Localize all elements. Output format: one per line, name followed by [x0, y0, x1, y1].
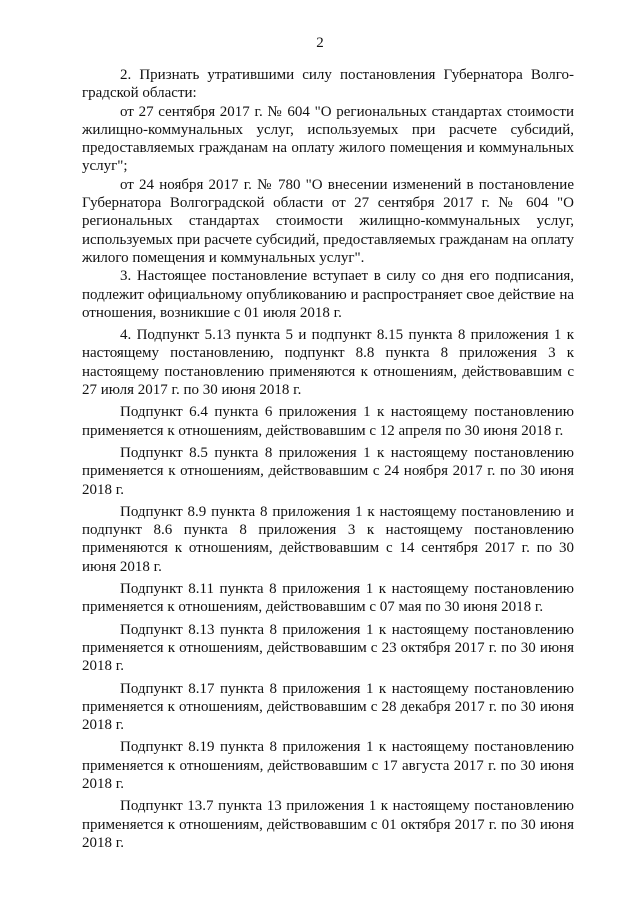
paragraph-entry-into-force: 3. Настоящее постановление вступает в силу со дня его подписания, подлежит официальному опубликованию и распространяет свое действие на отношения, возникшие с 01 июля 2018 г. — [82, 268, 574, 321]
paragraph-subitem-8-13: Подпункт 8.13 пункта 8 приложения 1 к настоящему постановлению применяется к отношениям, действовавшим с 23 октября 2017 г. по 30 июня 2018 г. — [82, 621, 574, 675]
paragraph-subitem-13-7: Подпункт 13.7 пункта 13 приложения 1 к настоящему постановлению применяется к отношениям, действовавшим с 01 октября 2017 г. по 30 июня 2018 г. — [82, 798, 574, 851]
page-number: 2 — [316, 35, 324, 51]
paragraph-subitem-8-11: Подпункт 8.11 пункта 8 приложения 1 к настоящему постановлению применяется к отношениям, действовавшим с 07 мая по 30 июня 2018 г. — [82, 581, 574, 616]
paragraph-repeal-heading: 2. Признать утратившими силу постановления Губернатора Волгоградской области: — [82, 67, 574, 102]
paragraph-retroactive-application: 4. Подпункт 5.13 пункта 5 и подпункт 8.15 пункта 8 приложения 1 к настоящему постановлению, подпункт 8.8 пункта 8 приложения 3 к настоящему постановлению применяются к отношениям, действовавшим с 27 июля 2017 г. по 30 июня 2018 г. — [82, 327, 574, 399]
paragraph-subitem-8-9: Подпункт 8.9 пункта 8 приложения 1 к настоящему постановлению и подпункт 8.6 пункта 8 приложения 3 к настоящему постановлению применяются к отношениям, действовавшим с 14 сентября 2017 г. по 30 июня 2018 г. — [82, 503, 574, 575]
paragraph-subitem-8-17: Подпункт 8.17 пункта 8 приложения 1 к настоящему постановлению применяется к отношениям, действовавшим с 28 декабря 2017 г. по 30 июня 2018 г. — [82, 680, 574, 734]
paragraph-subitem-6-4: Подпункт 6.4 пункта 6 приложения 1 к настоящему постановлению применяется к отношениям, действовавшим с 12 апреля по 30 июня 2018 г. — [82, 404, 574, 439]
document-body — [82, 66, 574, 852]
paragraph-repealed-decree-604: от 27 сентября 2017 г. № 604 "О региональных стандартах стоимости жилищно-коммунальных услуг, используемых при расчете субсидий, предоставляемых гражданам на оплату жилого помещения и коммунальных услуг"; — [82, 103, 574, 175]
paragraph-repealed-decree-780: от 24 ноября 2017 г. № 780 "О внесении изменений в постановление Губернатора Волгоградской области от 27 сентября 2017 г. № 604 "О региональных стандартах стоимости жилищно-коммунальных услуг, используемых при расчете субсидий, предоставляемых гражданам на оплату жилого помещения и коммунальных услуг". — [82, 176, 574, 266]
paragraph-subitem-8-19: Подпункт 8.19 пункта 8 приложения 1 к настоящему постановлению применяется к отношениям, действовавшим с 17 августа 2017 г. по 30 июня 2018 г. — [82, 739, 574, 792]
paragraph-subitem-8-5: Подпункт 8.5 пункта 8 приложения 1 к настоящему постановлению применяется к отношениям, действовавшим с 24 ноября 2017 г. по 30 июня 2018 г. — [82, 444, 574, 498]
